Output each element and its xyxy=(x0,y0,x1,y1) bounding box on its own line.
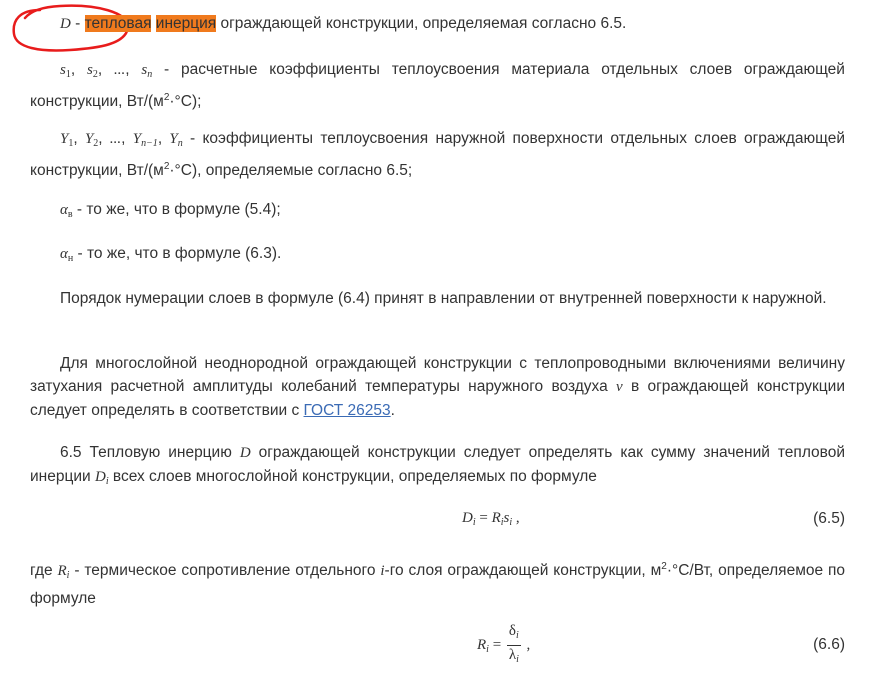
paragraph-s-coefficients: $s_1$, $s_2$, ..., sn - расчетные коэффициенты теплоусвоения материала отдельных слоев ограждающей конструкции, $Вт/(м^2\cdot^\circ С)$; xyxy=(30,61,845,110)
formula-6-6-expression: $R_i$ = $\frac{\delta_i}{\lambda_i}$ , xyxy=(477,623,531,665)
paragraph-multilayer: Для многослойной неоднородной ограждающей конструкции с теплопроводными включениями величину затухания расчетной амплитуды колебаний температуры наружного воздуха ν в ограждающей конструкции следует определять в соответствии с ГОСТ 26253. xyxy=(30,355,845,419)
paragraph-alpha-n: $\alpha_н$ - то же, что в формуле (6.3). xyxy=(60,245,282,264)
formula-6-5-expression: $D_i = R_is_i$ , xyxy=(462,510,520,528)
formula-6-5 xyxy=(30,508,845,554)
formula-6-6 xyxy=(30,622,845,668)
paragraph-r-definition: где Ri - термическое сопротивление отдельного i-го слоя ограждающей конструкции, $м^2\cdot^\circ С/Вт$, определяемое по формуле xyxy=(30,561,845,607)
paragraph-alpha-v: $\alpha_в$ - то же, что в формуле (5.4); xyxy=(60,201,281,220)
symbol-d: D xyxy=(60,16,71,32)
highlight-word-2: инерция xyxy=(155,15,217,32)
highlight-word-1: тепловая xyxy=(84,15,152,32)
paragraph-d-definition: D - тепловая инерция ограждающей конструкции, определяемая согласно 6.5. xyxy=(60,15,627,32)
paragraph-layer-numbering: Порядок нумерации слоев в формуле (6.4) принят в направлении от внутренней поверхности к наружной. xyxy=(60,290,827,307)
paragraph-6-5: 6.5 Тепловую инерцию D ограждающей конструкции следует определять как сумму значений тепловой инерции Di всех слоев многослойной конструкции, определяемых по формуле xyxy=(30,444,845,487)
gost-26253-link[interactable]: ГОСТ 26253 xyxy=(303,402,391,419)
formula-6-5-number: (6.5) xyxy=(813,510,845,527)
formula-6-6-number: (6.6) xyxy=(813,636,845,653)
paragraph-y-coefficients: $Y_1$, $Y_2$, ..., Yn−1, Yn - коэффициенты теплоусвоения наружной поверхности отдельных слоев ограждающей конструкции, $Вт/(м^2\cdot^\circ С)$, определяемые согласно 6.5; xyxy=(30,130,845,179)
